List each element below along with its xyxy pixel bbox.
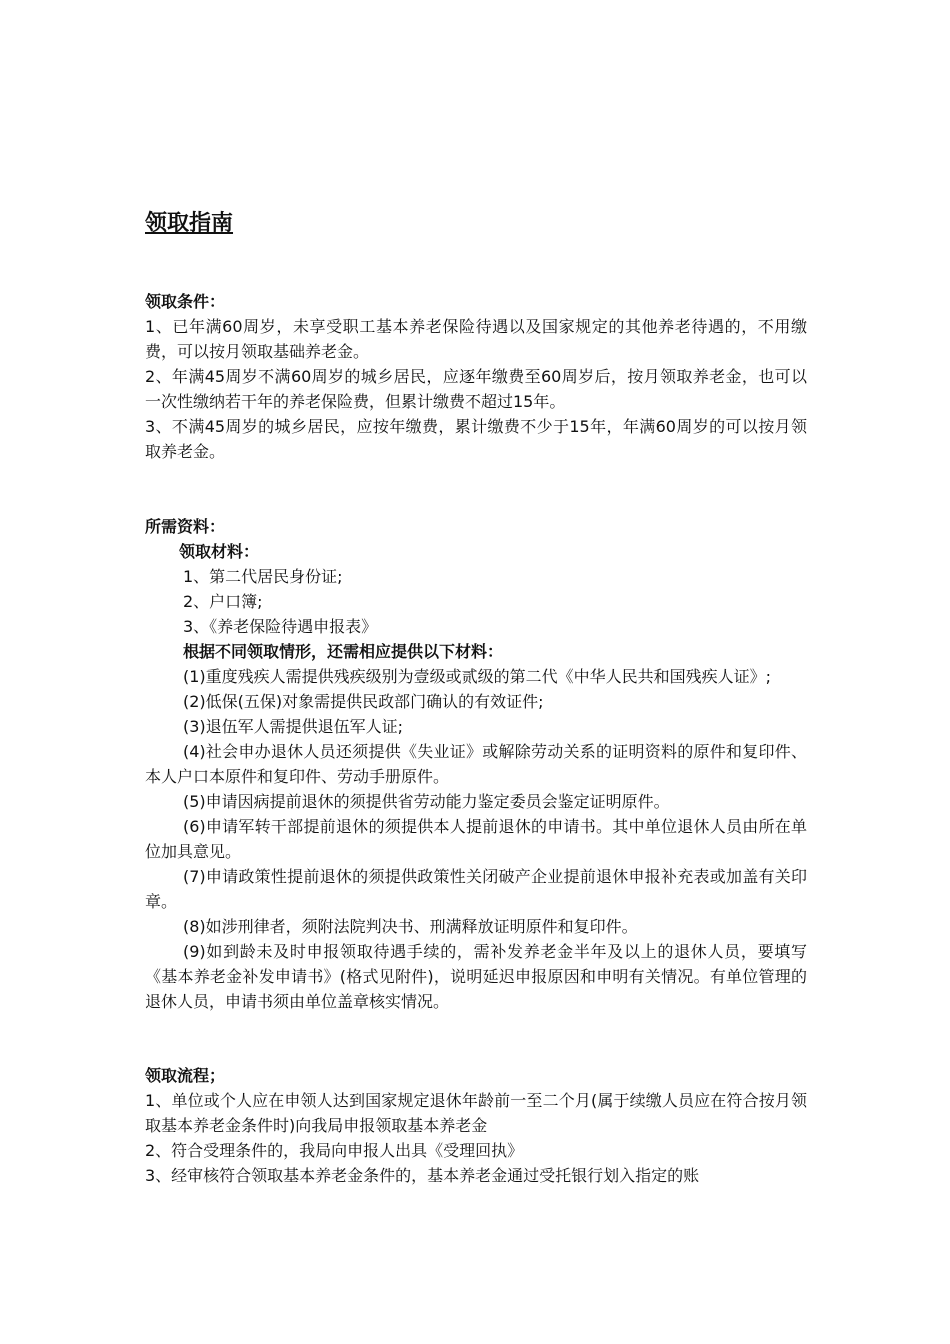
extra-material-item: (9)如到龄未及时申报领取待遇手续的，需补发养老金半年及以上的退休人员，要填写《基本养老金补发申请书》(格式见附件)，说明延迟申报原因和申明有关情况。有单位管理的退休人员，申请书须由单位盖章核实情况。 [145,942,807,1011]
condition-item: 2、年满45周岁不满60周岁的城乡居民，应逐年缴费至60周岁后，按月领取养老金，也可以一次性缴纳若干年的养老保险费，但累计缴费不超过15年。 [145,367,807,411]
extra-material-item: (3)退伍军人需提供退伍军人证; [183,717,404,736]
extra-material-item: (4)社会申办退休人员还须提供《失业证》或解除劳动关系的证明资料的原件和复印件、本人户口本原件和复印件、劳动手册原件。 [145,742,807,786]
materials-section [145,514,807,1014]
extra-material-item: (5)申请因病提前退休的须提供省劳动能力鉴定委员会鉴定证明原件。 [183,792,670,811]
process-heading: 领取流程； [145,1066,226,1085]
extra-material-item: (8)如涉刑律者，须附法院判决书、刑满释放证明原件和复印件。 [183,917,638,936]
extra-material-item: (6)申请军转干部提前退休的须提供本人提前退休的申请书。其中单位退休人员由所在单位加具意见。 [145,817,807,861]
basic-material-item: 1、第二代居民身份证; [183,567,343,586]
basic-material-item: 2、户口簿; [183,592,263,611]
basic-material-item: 3、《养老保险待遇申报表》 [183,617,378,636]
extra-materials-heading: 根据不同领取情形，还需相应提供以下材料： [183,642,504,661]
extra-material-item: (2)低保(五保)对象需提供民政部门确认的有效证件; [183,692,544,711]
conditions-section [145,289,807,464]
page-title: 领取指南 [145,211,234,236]
conditions-heading: 领取条件： [145,292,226,311]
document-body [145,208,807,1188]
process-item: 3、经审核符合领取基本养老金条件的，基本养老金通过受托银行划入指定的账 [145,1166,700,1185]
process-item: 1、单位或个人应在申领人达到国家规定退休年龄前一至二个月(属于续缴人员应在符合按月领取基本养老金条件时)向我局申报领取基本养老金 [145,1091,807,1135]
extra-material-item: (1)重度残疾人需提供残疾级别为壹级或贰级的第二代《中华人民共和国残疾人证》; [183,667,772,686]
materials-subheading: 领取材料： [179,542,260,561]
process-section [145,1063,807,1188]
condition-item: 1、已年满60周岁，未享受职工基本养老保险待遇以及国家规定的其他养老待遇的，不用缴费，可以按月领取基础养老金。 [145,317,807,361]
process-item: 2、符合受理条件的，我局向申报人出具《受理回执》 [145,1141,524,1160]
materials-heading: 所需资料： [145,517,226,536]
extra-material-item: (7)申请政策性提前退休的须提供政策性关闭破产企业提前退休申报补充表或加盖有关印章。 [145,867,807,911]
condition-item: 3、不满45周岁的城乡居民，应按年缴费，累计缴费不少于15年，年满60周岁的可以按月领取养老金。 [145,417,807,461]
